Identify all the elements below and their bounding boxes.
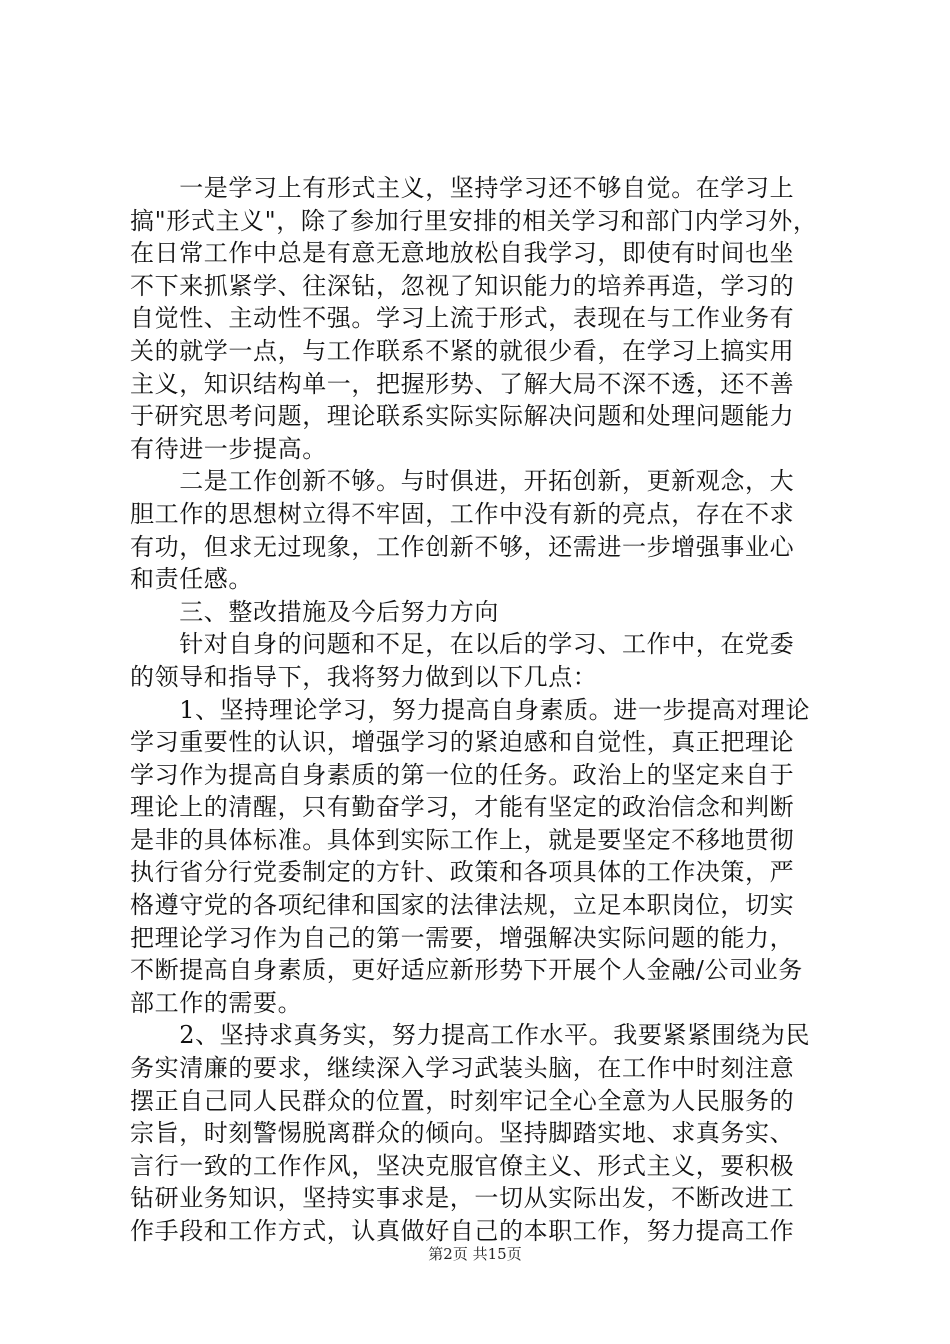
document-body: [130, 172, 830, 1248]
text-line: 学习重要性的认识，增强学习的紧迫感和自觉性，真正把理论: [130, 728, 795, 757]
text-line: 把理论学习作为自己的第一需要，增强解决实际问题的能力，: [130, 923, 795, 952]
text-line: 于研究思考问题，理论联系实际实际解决问题和处理问题能力: [130, 402, 795, 431]
text-line: 钻研业务知识，坚持实事求是，一切从实际出发，不断改进工: [130, 1184, 795, 1213]
text-line: 部工作的需要。: [130, 988, 303, 1017]
text-line: 执行省分行党委制定的方针、政策和各项具体的工作决策，严: [130, 858, 795, 887]
text-line: 自觉性、主动性不强。学习上流于形式，表现在与工作业务有: [130, 304, 795, 333]
text-line: 胆工作的思想树立得不牢固，工作中没有新的亮点，存在不求: [130, 499, 795, 528]
text-line: 有功，但求无过现象，工作创新不够，还需进一步增强事业心: [130, 532, 795, 561]
text-line: 搞"形式主义"，除了参加行里安排的相关学习和部门内学习外，: [130, 206, 818, 235]
text-line: 言行一致的工作作风，坚决克服官僚主义、形式主义，要积极: [130, 1151, 795, 1180]
text-line: 在日常工作中总是有意无意地放松自我学习，即使有时间也坐: [130, 239, 795, 268]
text-line: 一是学习上有形式主义，坚持学习还不够自觉。在学习上: [130, 174, 795, 202]
page-footer: 第2页 共15页: [428, 1245, 522, 1263]
text-line: 格遵守党的各项纪律和国家的法律法规，立足本职岗位，切实: [130, 891, 795, 920]
text-line: 不下来抓紧学、往深钻，忽视了知识能力的培养再造，学习的: [130, 271, 795, 300]
text-line: 是非的具体标准。具体到实际工作上，就是要坚定不移地贯彻: [130, 825, 795, 854]
text-line: 和责任感。: [130, 565, 253, 594]
text-line: 主义，知识结构单一，把握形势、了解大局不深不透，还不善: [130, 369, 795, 398]
text-line: 不断提高自身素质，更好适应新形势下开展个人金融/公司业务: [130, 956, 803, 985]
text-line: 1、坚持理论学习，努力提高自身素质。进一步提高对理论: [130, 695, 811, 724]
text-line: 三、整改措施及今后努力方向: [130, 597, 499, 626]
text-line: 关的就学一点，与工作联系不紧的就很少看，在学习上搞实用: [130, 336, 795, 365]
text-line: 理论上的清醒，只有勤奋学习，才能有坚定的政治信念和判断: [130, 793, 795, 822]
text-line: 针对自身的问题和不足，在以后的学习、工作中，在党委: [130, 630, 795, 659]
text-line: 学习作为提高自身素质的第一位的任务。政治上的坚定来自于: [130, 760, 795, 789]
text-line: 摆正自己同人民群众的位置，时刻牢记全心全意为人民服务的: [130, 1086, 795, 1115]
text-line: 务实清廉的要求，继续深入学习武装头脑，在工作中时刻注意: [130, 1054, 795, 1083]
text-line: 二是工作创新不够。与时俱进，开拓创新，更新观念，大: [130, 467, 795, 496]
text-line: 2、坚持求真务实，努力提高工作水平。我要紧紧围绕为民: [130, 1021, 811, 1050]
text-line: 有待进一步提高。: [130, 434, 327, 463]
text-line: 作手段和工作方式，认真做好自己的本职工作，努力提高工作: [130, 1217, 795, 1245]
text-line: 宗旨，时刻警惕脱离群众的倾向。坚持脚踏实地、求真务实、: [130, 1119, 795, 1148]
text-line: 的领导和指导下，我将努力做到以下几点：: [130, 662, 598, 691]
